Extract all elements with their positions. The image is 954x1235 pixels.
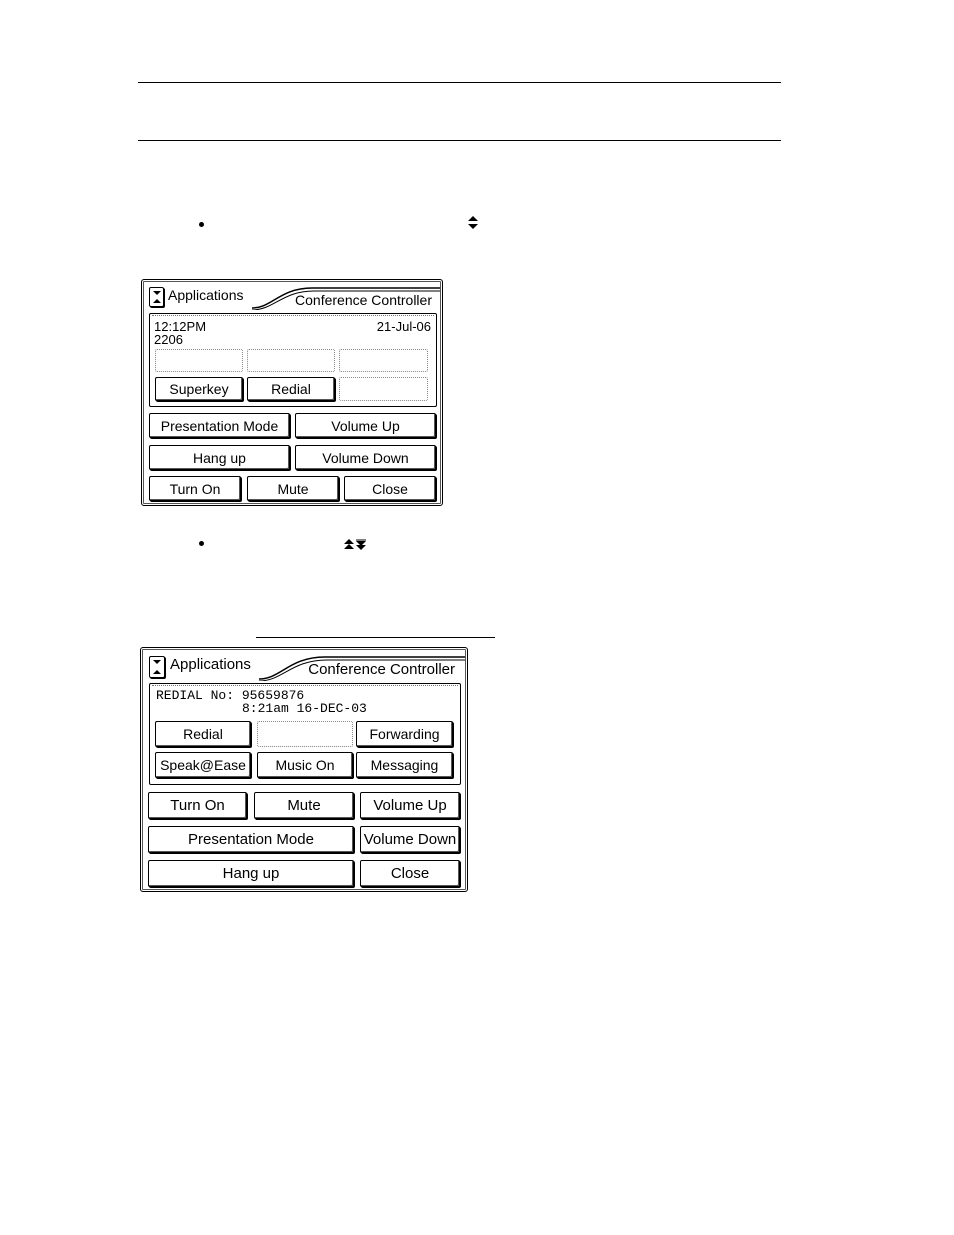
up-down-arrow-icon [468,216,478,230]
applications-toggle-icon[interactable] [149,287,164,307]
forwarding-button[interactable]: Forwarding [356,721,453,747]
conference-controller-panel-2 [140,647,468,892]
top-rule [138,82,781,83]
presentation-mode-button[interactable]: Presentation Mode [148,826,354,853]
turn-on-button[interactable]: Turn On [149,476,241,501]
speak-at-ease-button[interactable]: Speak@Ease [155,752,251,778]
presentation-mode-button[interactable]: Presentation Mode [149,413,290,438]
empty-key[interactable] [339,377,428,401]
messaging-button[interactable]: Messaging [356,752,453,778]
empty-key[interactable] [257,721,353,747]
applications-label: Applications [168,287,244,303]
divider [152,315,434,316]
hang-up-button[interactable]: Hang up [149,445,290,470]
empty-key[interactable] [339,349,428,372]
link-underline[interactable] [256,637,495,638]
extension-text: 2206 [154,332,183,347]
date-text: 21-Jul-06 [376,319,431,334]
volume-down-button[interactable]: Volume Down [295,445,436,470]
applications-label: Applications [170,656,251,673]
divider [152,685,458,686]
close-button[interactable]: Close [344,476,436,501]
empty-key[interactable] [155,349,243,372]
redial-button[interactable]: Redial [247,377,335,401]
close-button[interactable]: Close [360,860,460,887]
volume-down-button[interactable]: Volume Down [360,826,460,853]
superkey-button[interactable]: Superkey [155,377,243,401]
panel-title: Conference Controller [308,661,455,678]
bullet-2 [199,541,204,546]
redial-datetime-text: 8:21am 16-DEC-03 [242,701,367,716]
header-rule [138,140,781,141]
empty-key[interactable] [247,349,335,372]
redial-number-text: REDIAL No: 95659876 [156,688,305,703]
music-on-button[interactable]: Music On [257,752,353,778]
bullet-1 [199,222,204,227]
mute-button[interactable]: Mute [247,476,339,501]
applications-toggle-icon[interactable] [149,656,165,678]
redial-button[interactable]: Redial [155,721,251,747]
conference-controller-panel-1 [141,279,443,506]
volume-up-button[interactable]: Volume Up [295,413,436,438]
mute-button[interactable]: Mute [254,792,354,819]
up-down-double-arrow-icon [343,538,367,550]
hang-up-button[interactable]: Hang up [148,860,354,887]
time-text: 12:12PM [154,319,207,334]
status-display [149,313,437,407]
turn-on-button[interactable]: Turn On [148,792,247,819]
panel-title: Conference Controller [295,292,432,308]
volume-up-button[interactable]: Volume Up [360,792,460,819]
status-display [149,683,461,785]
